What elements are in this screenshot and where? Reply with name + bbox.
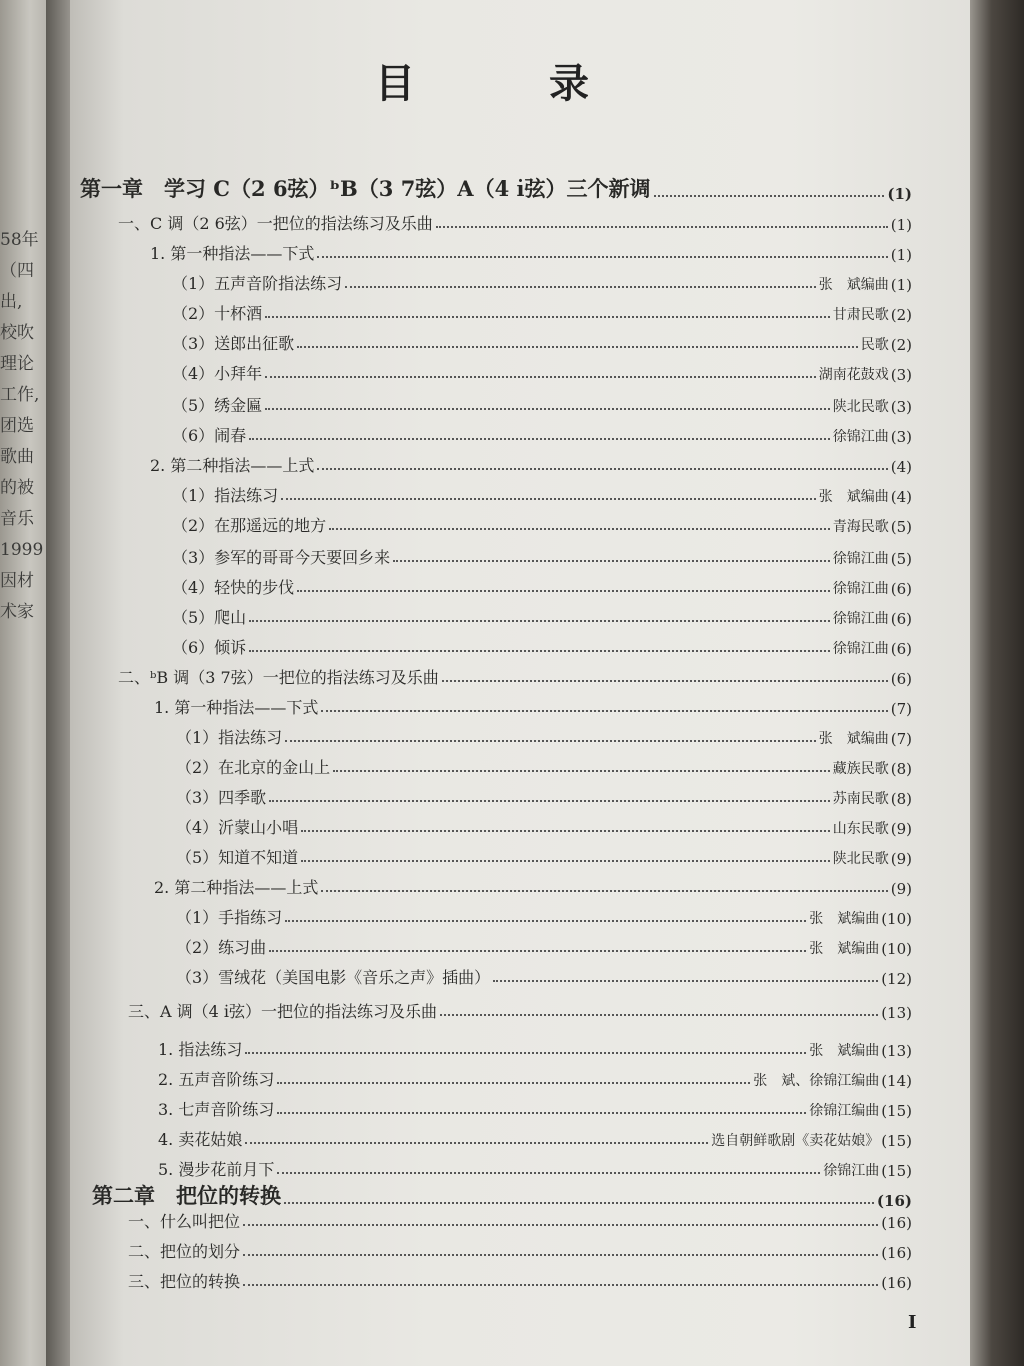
- dot-leader: [493, 980, 878, 982]
- toc-note: 张 斌编曲: [809, 1043, 880, 1059]
- toc-label: 2. 第二种指法——上式: [150, 456, 315, 475]
- toc-page-number: (15): [881, 1102, 912, 1120]
- page-number: I: [908, 1312, 917, 1333]
- toc-item: [172, 390, 912, 416]
- toc-label: （4）沂蒙山小唱: [176, 818, 299, 837]
- toc-label: 3. 七声音阶练习: [158, 1100, 275, 1119]
- toc-page-number: (16): [876, 1192, 912, 1210]
- toc-label: 二、ᵇB 调（3 7弦）一把位的指法练习及乐曲: [118, 668, 439, 687]
- dot-leader: [442, 680, 888, 682]
- toc-item: [172, 602, 912, 628]
- left-page-line: 的被: [0, 478, 34, 498]
- left-page-text: [0, 225, 44, 628]
- toc-note: 民歌: [860, 337, 889, 353]
- dot-leader: [654, 195, 885, 197]
- toc-label: （3）四季歌: [176, 788, 267, 807]
- toc-item: [154, 692, 912, 718]
- left-page-line: 工作,: [0, 385, 40, 405]
- toc-item: [158, 1034, 912, 1060]
- toc-note: 徐锦江曲: [832, 581, 889, 597]
- toc-item: [158, 1154, 912, 1180]
- toc-page-number: (14): [881, 1072, 912, 1090]
- dot-leader: [245, 1052, 806, 1054]
- dot-leader: [297, 590, 830, 592]
- dot-leader: [243, 1254, 878, 1256]
- toc-page-number: (16): [881, 1214, 912, 1232]
- toc-page-number: (1): [887, 185, 912, 203]
- toc-page-number: (10): [881, 910, 912, 928]
- dot-leader: [329, 528, 830, 530]
- toc-chapter: [80, 173, 912, 203]
- left-page-line: 术家: [0, 602, 34, 622]
- dot-leader: [297, 346, 858, 348]
- dot-leader: [321, 890, 887, 892]
- toc-item: [172, 632, 912, 658]
- left-page-line: 1999: [0, 540, 44, 560]
- dot-leader: [321, 710, 887, 712]
- dot-leader: [249, 650, 830, 652]
- toc-label: 三、A 调（4 i̇弦）一把位的指法练习及乐曲: [128, 1002, 438, 1021]
- toc-note: 青海民歌: [832, 519, 889, 535]
- toc-label: 2. 第二种指法——上式: [154, 878, 319, 897]
- toc-note: 张 斌编曲: [818, 489, 889, 505]
- toc-page-number: (9): [890, 880, 912, 898]
- toc-item: [176, 812, 912, 838]
- dot-leader: [277, 1172, 820, 1174]
- toc-label: 二、把位的划分: [128, 1242, 241, 1261]
- toc-page-number: (13): [881, 1042, 912, 1060]
- toc-item: [172, 510, 912, 536]
- toc-item: [150, 238, 912, 264]
- toc-label: （1）五声音阶指法练习: [172, 274, 343, 293]
- dot-leader: [269, 950, 806, 952]
- dot-leader: [265, 316, 830, 318]
- page-edge: [970, 0, 1024, 1366]
- toc-item: [176, 962, 912, 988]
- toc-item: [176, 782, 912, 808]
- page-title: 目 录: [375, 60, 649, 107]
- dot-leader: [301, 830, 830, 832]
- toc-note: 选自朝鲜歌剧《卖花姑娘》: [711, 1133, 880, 1149]
- left-page-line: （四: [0, 261, 34, 281]
- toc-note: 徐锦江曲: [832, 429, 889, 445]
- toc-note: 徐锦江曲: [832, 551, 889, 567]
- dot-leader: [243, 1224, 878, 1226]
- toc-section: [118, 208, 912, 234]
- dot-leader: [265, 408, 830, 410]
- toc-item: [172, 298, 912, 324]
- toc-label: （6）倾诉: [172, 638, 247, 657]
- dot-leader: [249, 438, 830, 440]
- toc-page-number: (6): [890, 580, 912, 598]
- toc-note: 张 斌编曲: [809, 941, 880, 957]
- toc-note: 徐锦江曲: [832, 611, 889, 627]
- dot-leader: [317, 256, 887, 258]
- dot-leader: [249, 620, 830, 622]
- toc-item: [172, 328, 912, 354]
- dot-leader: [440, 1014, 878, 1016]
- toc-page-number: (13): [881, 1004, 912, 1022]
- toc-label: （2）在北京的金山上: [176, 758, 331, 777]
- toc-page-number: (2): [890, 336, 912, 354]
- toc-page-number: (6): [890, 640, 912, 658]
- toc-label: （5）绣金匾: [172, 396, 263, 415]
- toc-label: 一、C 调（2 6弦）一把位的指法练习及乐曲: [118, 214, 433, 233]
- dot-leader: [301, 860, 830, 862]
- toc-item: [176, 752, 912, 778]
- toc-label: （5）爬山: [172, 608, 247, 627]
- toc-page-number: (7): [890, 700, 912, 718]
- dot-leader: [285, 920, 806, 922]
- toc-label: （1）指法练习: [176, 728, 283, 747]
- toc-label: 一、什么叫把位: [128, 1212, 241, 1231]
- left-page-line: 团选: [0, 416, 34, 436]
- left-page-line: 校吹: [0, 323, 34, 343]
- toc-label: （2）练习曲: [176, 938, 267, 957]
- toc-label: （3）送郎出征歌: [172, 334, 295, 353]
- dot-leader: [285, 740, 816, 742]
- toc-item: [172, 572, 912, 598]
- toc-page-number: (3): [890, 398, 912, 416]
- toc-page-number: (8): [890, 790, 912, 808]
- dot-leader: [345, 286, 816, 288]
- left-page-line: 理论: [0, 354, 34, 374]
- toc-section: [128, 996, 912, 1022]
- left-page-line: 因材: [0, 571, 34, 591]
- toc-page-number: (7): [890, 730, 912, 748]
- toc-item: [176, 722, 912, 748]
- dot-leader: [243, 1284, 878, 1286]
- toc-label: 1. 第一种指法——下式: [154, 698, 319, 717]
- toc-label: （3）参军的哥哥今天要回乡来: [172, 548, 391, 567]
- toc-note: 张 斌、徐锦江编曲: [753, 1073, 880, 1089]
- toc-item: [176, 932, 912, 958]
- toc-item: [150, 450, 912, 476]
- toc-note: 苏南民歌: [832, 791, 889, 807]
- toc-page-number: (15): [881, 1162, 912, 1180]
- toc-label: （5）知道不知道: [176, 848, 299, 867]
- toc-page-number: (12): [881, 970, 912, 988]
- toc-note: 徐锦江编曲: [809, 1103, 880, 1119]
- toc-item: [154, 872, 912, 898]
- left-page-line: 出,: [0, 292, 23, 312]
- toc-page-number: (10): [881, 940, 912, 958]
- dot-leader: [317, 468, 887, 470]
- toc-section: [128, 1266, 912, 1292]
- toc-item: [158, 1064, 912, 1090]
- toc-page-number: (5): [890, 518, 912, 536]
- toc-item: [172, 358, 912, 384]
- dot-leader: [281, 498, 816, 500]
- dot-leader: [436, 226, 888, 228]
- toc-note: 张 斌编曲: [809, 911, 880, 927]
- toc-page-number: (1): [890, 216, 912, 234]
- toc-page-number: (4): [890, 458, 912, 476]
- toc-note: 张 斌编曲: [818, 731, 889, 747]
- toc-note: 甘肃民歌: [832, 307, 889, 323]
- toc-page-number: (9): [890, 820, 912, 838]
- dot-leader: [333, 770, 830, 772]
- toc-section: [128, 1206, 912, 1232]
- dot-leader: [284, 1202, 874, 1204]
- toc-item: [172, 420, 912, 446]
- toc-page-number: (16): [881, 1274, 912, 1292]
- toc-note: 湖南花鼓戏: [818, 367, 889, 383]
- toc-note: 徐锦江曲: [832, 641, 889, 657]
- toc-label: 4. 卖花姑娘: [158, 1130, 243, 1149]
- toc-note: 陕北民歌: [832, 399, 889, 415]
- toc-item: [176, 842, 912, 868]
- toc-note: 陕北民歌: [832, 851, 889, 867]
- toc-page-number: (1): [890, 276, 912, 294]
- toc-label: （2）十杯酒: [172, 304, 263, 323]
- toc-label: （3）雪绒花（美国电影《音乐之声》插曲）: [176, 968, 491, 987]
- toc-label: 第一章 学习 C（2 6弦）ᵇB（3 7弦）A（4 i̇弦）三个新调: [80, 176, 651, 201]
- toc-page-number: (6): [890, 610, 912, 628]
- toc-item: [176, 902, 912, 928]
- toc-item: [158, 1124, 912, 1150]
- toc-label: （6）闹春: [172, 426, 247, 445]
- toc-label: （1）手指练习: [176, 908, 283, 927]
- toc-page-number: (2): [890, 306, 912, 324]
- dot-leader: [269, 800, 830, 802]
- toc-note: 山东民歌: [832, 821, 889, 837]
- toc-item: [172, 268, 912, 294]
- toc-note: 徐锦江曲: [823, 1163, 880, 1179]
- dot-leader: [265, 376, 816, 378]
- toc-label: （4）小拜年: [172, 364, 263, 383]
- toc-section: [128, 1236, 912, 1262]
- toc-page-number: (16): [881, 1244, 912, 1262]
- toc-page-number: (3): [890, 366, 912, 384]
- toc-label: 第二章 把位的转换: [92, 1183, 281, 1208]
- toc-label: （2）在那遥远的地方: [172, 516, 327, 535]
- toc-note: 藏族民歌: [832, 761, 889, 777]
- dot-leader: [277, 1082, 750, 1084]
- left-page-line: 58年: [0, 230, 39, 250]
- toc-page-number: (4): [890, 488, 912, 506]
- toc-label: 1. 第一种指法——下式: [150, 244, 315, 263]
- toc-label: （4）轻快的步伐: [172, 578, 295, 597]
- toc-label: 5. 漫步花前月下: [158, 1160, 275, 1179]
- toc-label: （1）指法练习: [172, 486, 279, 505]
- left-page-line: 歌曲: [0, 447, 34, 467]
- dot-leader: [245, 1142, 708, 1144]
- toc-page-number: (8): [890, 760, 912, 778]
- toc-label: 1. 指法练习: [158, 1040, 243, 1059]
- toc-note: 张 斌编曲: [818, 277, 889, 293]
- toc-item: [172, 542, 912, 568]
- toc-page-number: (9): [890, 850, 912, 868]
- toc-page-number: (15): [881, 1132, 912, 1150]
- left-page-line: 音乐: [0, 509, 34, 529]
- toc-page-number: (5): [890, 550, 912, 568]
- toc-label: 三、把位的转换: [128, 1272, 241, 1291]
- toc-label: 2. 五声音阶练习: [158, 1070, 275, 1089]
- toc-page-number: (6): [890, 670, 912, 688]
- toc-page-number: (3): [890, 428, 912, 446]
- toc-page-number: (1): [890, 246, 912, 264]
- toc-section: [118, 662, 912, 688]
- toc-item: [172, 480, 912, 506]
- dot-leader: [393, 560, 830, 562]
- toc-item: [158, 1094, 912, 1120]
- dot-leader: [277, 1112, 806, 1114]
